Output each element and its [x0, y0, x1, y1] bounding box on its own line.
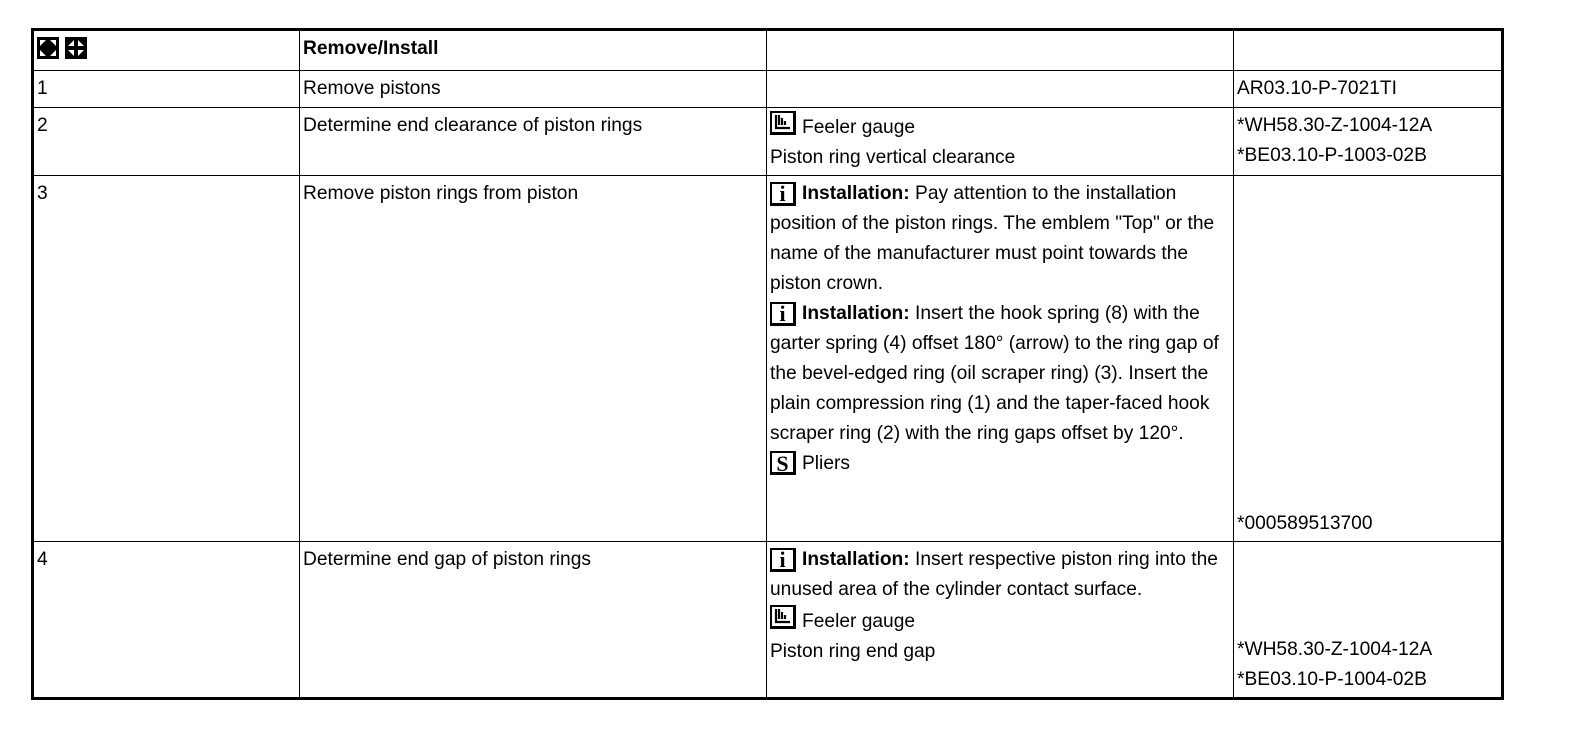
- collapse-icon[interactable]: [65, 37, 87, 59]
- expand-collapse-cell: [33, 30, 300, 71]
- info-icon: i: [770, 302, 796, 326]
- info-text: Piston ring vertical clearance: [770, 147, 1016, 168]
- note-text: Pay attention to the installation position of the piston rings. The emblem "Top" or the name of the manufacturer must point towards the piston crown.: [770, 183, 1215, 294]
- info-text: Piston ring end gap: [770, 641, 936, 662]
- pliers-icon: S: [770, 451, 796, 475]
- table-row: [33, 542, 1503, 699]
- step-number: 1: [33, 71, 300, 108]
- table-row: [33, 176, 1503, 542]
- note-label: Installation:: [802, 549, 910, 570]
- step-reference[interactable]: [1234, 71, 1503, 108]
- header-title: Remove/Install: [300, 30, 767, 71]
- step-details: [767, 176, 1234, 542]
- note-label: Installation:: [802, 303, 910, 324]
- info-reference-link[interactable]: *BE03.10-P-1003-02B: [1237, 145, 1427, 166]
- procedure-table: [31, 28, 1504, 700]
- step-reference: [1234, 108, 1503, 176]
- step-details: [767, 108, 1234, 176]
- header-empty-cell: [767, 30, 1234, 71]
- info-reference-link[interactable]: *BE03.10-P-1004-02B: [1237, 669, 1427, 690]
- header-row: [33, 30, 1503, 71]
- info-icon: i: [770, 182, 796, 206]
- table-row: [33, 108, 1503, 176]
- tool-reference-link[interactable]: *WH58.30-Z-1004-12A: [1237, 115, 1433, 136]
- step-action: Remove piston rings from piston: [300, 176, 767, 542]
- step-reference: [1234, 176, 1503, 542]
- step-details: [767, 542, 1234, 699]
- step-reference: [1234, 542, 1503, 699]
- step-number: 4: [33, 542, 300, 699]
- info-icon: i: [770, 548, 796, 572]
- note-text: Insert respective piston ring into the unused area of the cylinder contact surface.: [770, 549, 1218, 600]
- step-action: Determine end clearance of piston rings: [300, 108, 767, 176]
- step-details: [767, 71, 1234, 108]
- feeler-gauge-icon: [770, 111, 796, 135]
- step-number: 2: [33, 108, 300, 176]
- table-row: [33, 71, 1503, 108]
- tool-name: Feeler gauge: [802, 611, 916, 632]
- note-text: Insert the hook spring (8) with the garter spring (4) offset 180° (arrow) to the ring gap of the bevel-edged ring (oil scraper ring) (3). Insert the plain compression ring (1) and the taper-faced hook scraper ring (2) with the ring gaps offset by 120°.: [770, 303, 1219, 444]
- tool-name: Pliers: [802, 453, 850, 474]
- tool-name: Feeler gauge: [802, 117, 916, 138]
- step-number: 3: [33, 176, 300, 542]
- tool-reference-link[interactable]: *000589513700: [1237, 513, 1373, 534]
- note-label: Installation:: [802, 183, 910, 204]
- tool-reference-link[interactable]: *WH58.30-Z-1004-12A: [1237, 639, 1433, 660]
- expand-icon[interactable]: [37, 37, 59, 59]
- step-action: Determine end gap of piston rings: [300, 542, 767, 699]
- step-action: Remove pistons: [300, 71, 767, 108]
- header-empty-cell: [1234, 30, 1503, 71]
- reference-link[interactable]: AR03.10-P-7021TI: [1237, 78, 1397, 99]
- feeler-gauge-icon: [770, 605, 796, 629]
